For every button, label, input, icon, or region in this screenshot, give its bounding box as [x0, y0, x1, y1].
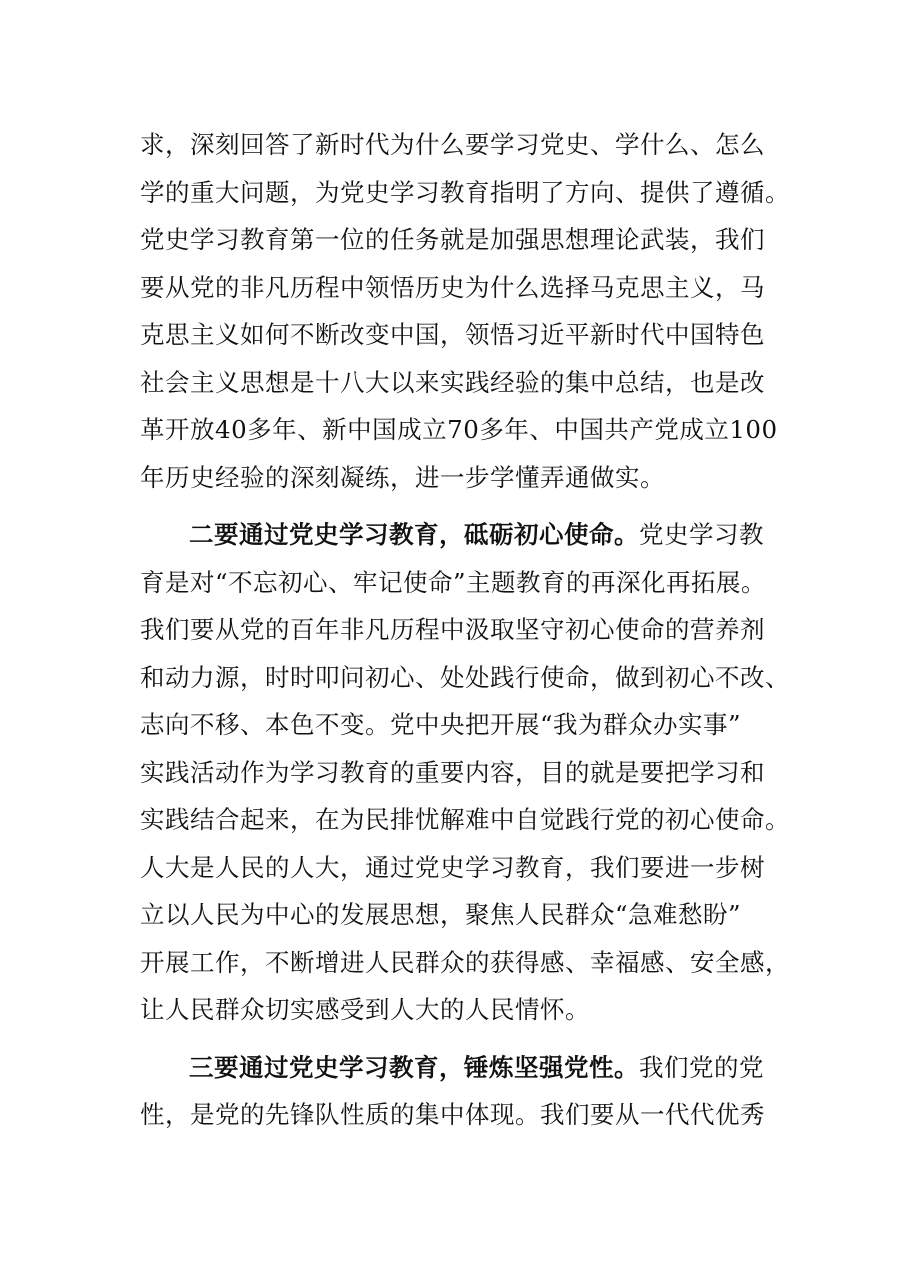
document-body — [140, 121, 790, 1139]
text-line: 社会主义思想是十八大以来实践经验的集中总结，也是改 — [140, 367, 765, 397]
text-line: 育是对“不忘初心、牢记使命”主题教育的再深化再拓展。 — [140, 567, 767, 597]
text-line: 党史学习教育第一位的任务就是加强思想理论武装，我们 — [140, 225, 765, 254]
paragraph-3 — [140, 1044, 780, 1139]
text-line: 要从党的非凡历程中领悟历史为什么选择马克思主义，马 — [140, 272, 765, 302]
text-line: 实践活动作为学习教育的重要内容，目的就是要把学习和 — [140, 757, 765, 787]
text-line: 革开放40多年、新中国成立70多年、中国共产党成立100 — [140, 415, 778, 444]
paragraph-text: 党史学习教 — [639, 520, 764, 549]
text-line: 实践结合起来，在为民排忧解难中自觉践行党的初心使命。 — [140, 805, 790, 834]
text-line: 年历史经验的深刻凝练，进一步学懂弄通做实。 — [140, 462, 665, 492]
text-line: 志向不移、本色不变。党中央把开展“我为群众办实事” — [140, 710, 742, 739]
paragraph-heading: 三要通过党史学习教育，锤炼坚强党性。 — [189, 1052, 639, 1082]
text-line: 立以人民为中心的发展思想，聚焦人民群众“急难愁盼” — [140, 900, 742, 929]
text-line: 让人民群众切实感受到人大的人民情怀。 — [140, 995, 590, 1024]
paragraph-first-line — [140, 511, 780, 559]
text-line: 和动力源，时时叩问初心、处处践行使命，做到初心不改、 — [140, 662, 790, 692]
text-line: 求，深刻回答了新时代为什么要学习党史、学什么、怎么 — [140, 130, 765, 159]
text-line: 我们要从党的百年非凡历程中汲取坚守初心使命的营养剂 — [140, 615, 765, 644]
paragraph-1 — [140, 121, 790, 501]
paragraph-heading: 二要通过党史学习教育，砥砺初心使命。 — [189, 520, 639, 549]
text-line: 开展工作，不断增进人民群众的获得感、幸福感、安全感， — [140, 947, 790, 977]
paragraph-spacer — [140, 1034, 780, 1044]
text-line: 人大是人民的人大，通过党史学习教育，我们要进一步树 — [140, 852, 765, 882]
paragraph-first-line — [140, 1044, 780, 1092]
text-line: 学的重大问题，为党史学习教育指明了方向、提供了遵循。 — [140, 177, 790, 207]
paragraph-text: 我们党的党 — [639, 1052, 764, 1082]
paragraph-2 — [140, 511, 790, 1034]
text-line: 性，是党的先锋队性质的集中体现。我们要从一代代优秀 — [140, 1100, 765, 1129]
text-line: 克思主义如何不断改变中国，领悟习近平新时代中国特色 — [140, 320, 765, 349]
paragraph-spacer — [140, 501, 780, 511]
